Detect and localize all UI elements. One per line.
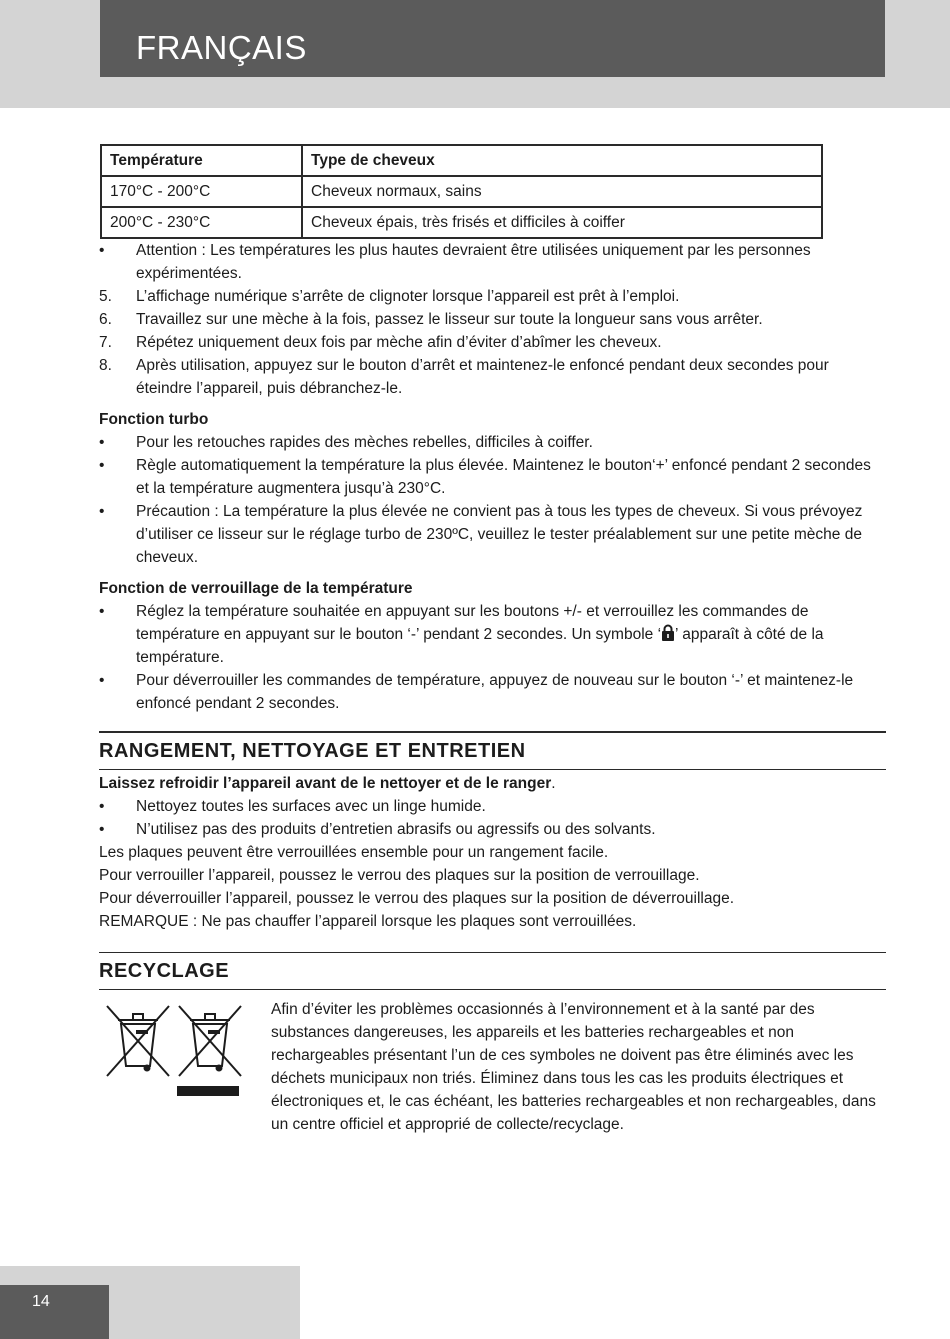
page-number-box [0, 1285, 109, 1339]
recycling-text: Afin d’éviter les problèmes occasionnés à l’environnement et à la santé par des substances dangereuses, les appareils et les batteries rechargeables et non rechargeables présentant l’un de ces symboles ne doivent pas être éliminés avec les déchets municipaux non triés. Éliminez dans tous les cas les produits électriques et électroniques et, le cas échéant, les batteries rechargeables et non rechargeables, dans un centre officiel et approprié de collecte/recyclage. [271, 1001, 876, 1133]
turbo-heading: Fonction turbo [99, 411, 209, 428]
storage-section-heading: RANGEMENT, NETTOYAGE ET ENTRETIEN [99, 731, 886, 770]
crossed-wheelie-bin-icon [105, 1004, 171, 1100]
storage-list [99, 795, 886, 841]
list-item [99, 818, 886, 841]
list-item [99, 431, 886, 454]
list-item-text-end: ’ apparaît à côté de la température. [136, 626, 824, 666]
list-item-text: Nettoyez toutes les surfaces avec un linge humide. [136, 798, 486, 815]
list-item-text: Travaillez sur une mèche à la fois, passez le lisseur sur toute la longueur sans vous arrêter. [136, 311, 763, 328]
storage-line: Les plaques peuvent être verrouillées ensemble pour un rangement facile. [99, 844, 609, 861]
list-item [99, 454, 886, 500]
padlock-icon [661, 624, 675, 641]
list-item [99, 239, 886, 285]
bullet-marker: • [99, 821, 105, 838]
bullet-marker: • [99, 457, 105, 474]
language-header-bar [100, 0, 885, 77]
table-cell: 170°C - 200°C [101, 176, 302, 207]
table-header-cell: Température [101, 145, 302, 176]
turbo-list [99, 431, 886, 569]
list-item [99, 500, 886, 569]
bullet-marker: • [99, 798, 105, 815]
bullet-marker: • [99, 603, 105, 620]
storage-line: Pour déverrouiller l’appareil, poussez le verrou des plaques sur la position de déverrouillage. [99, 890, 735, 907]
storage-line: Pour verrouiller l’appareil, poussez le verrou des plaques sur la position de verrouillage. [99, 867, 700, 884]
list-marker: 8. [99, 357, 112, 374]
list-item [99, 669, 886, 715]
bullet-marker: • [99, 434, 105, 451]
storage-intro [99, 772, 886, 795]
list-item-text: Règle automatiquement la température la plus élevée. Maintenez le bouton‘+’ enfoncé pendant 2 secondes et la température augmentera jusqu’à 230°C. [136, 457, 871, 497]
list-item [99, 795, 886, 818]
usage-steps-list [99, 239, 886, 400]
bullet-marker: • [99, 672, 105, 689]
list-item [99, 285, 886, 308]
table-header-row [101, 145, 822, 176]
language-title: FRANÇAIS [136, 29, 307, 66]
recycling-block [99, 998, 886, 1148]
storage-note: REMARQUE : Ne pas chauffer l’appareil lorsque les plaques sont verrouillées. [99, 913, 637, 930]
recycling-section-heading: RECYCLAGE [99, 952, 886, 990]
list-marker: 5. [99, 288, 112, 305]
list-item-text: Attention : Les températures les plus hautes devraient être utilisées uniquement par les personnes expérimentées. [136, 242, 811, 282]
table-cell: Cheveux normaux, sains [302, 176, 822, 207]
table-header-cell: Type de cheveux [302, 145, 822, 176]
weee-icons [105, 1004, 245, 1100]
storage-intro-end: . [551, 775, 556, 792]
list-item-text-start: Réglez la température souhaitée en appuyant sur les boutons +/- et verrouillez les commandes de température en appuyant sur le bouton ‘-’ pendant 2 secondes. Un symbole ‘ [136, 603, 809, 643]
table-cell: 200°C - 230°C [101, 207, 302, 238]
list-marker: 7. [99, 334, 112, 351]
page-number: 14 [32, 1293, 50, 1310]
table-cell: Cheveux épais, très frisés et difficiles à coiffer [302, 207, 822, 238]
list-item [99, 354, 886, 400]
lock-heading: Fonction de verrouillage de la température [99, 580, 413, 597]
storage-intro-bold: Laissez refroidir l’appareil avant de le nettoyer et de le ranger [99, 775, 552, 792]
table-row [101, 176, 822, 207]
list-item-text: Après utilisation, appuyez sur le bouton d’arrêt et maintenez-le enfoncé pendant deux secondes pour éteindre l’appareil, puis débranchez-le. [136, 357, 829, 397]
table-row [101, 207, 822, 238]
list-item-text: Répétez uniquement deux fois par mèche afin d’éviter d’abîmer les cheveux. [136, 334, 662, 351]
list-item [99, 600, 886, 669]
list-item-text: Pour les retouches rapides des mèches rebelles, difficiles à coiffer. [136, 434, 593, 451]
list-item [99, 308, 886, 331]
list-item-text: L’affichage numérique s’arrête de clignoter lorsque l’appareil est prêt à l’emploi. [136, 288, 680, 305]
list-item-text: Précaution : La température la plus élevée ne convient pas à tous les types de cheveux. Si vous prévoyez d’utiliser ce lisseur sur le réglage turbo de 230ºC, veuillez le tester préalablement sur une petite mèche de cheveux. [136, 503, 863, 566]
list-item [99, 331, 886, 354]
page-content [99, 144, 886, 1148]
list-item-text: N’utilisez pas des produits d’entretien abrasifs ou agressifs ou des solvants. [136, 821, 656, 838]
list-item-text: Pour déverrouiller les commandes de température, appuyez de nouveau sur le bouton ‘-’ et maintenez-le enfoncé pendant 2 secondes. [136, 672, 854, 712]
crossed-wheelie-bin-bar-icon [177, 1004, 243, 1100]
list-marker: • [99, 242, 105, 259]
list-marker: 6. [99, 311, 112, 328]
lock-list [99, 600, 886, 715]
temperature-table [100, 144, 823, 239]
bullet-marker: • [99, 503, 105, 520]
